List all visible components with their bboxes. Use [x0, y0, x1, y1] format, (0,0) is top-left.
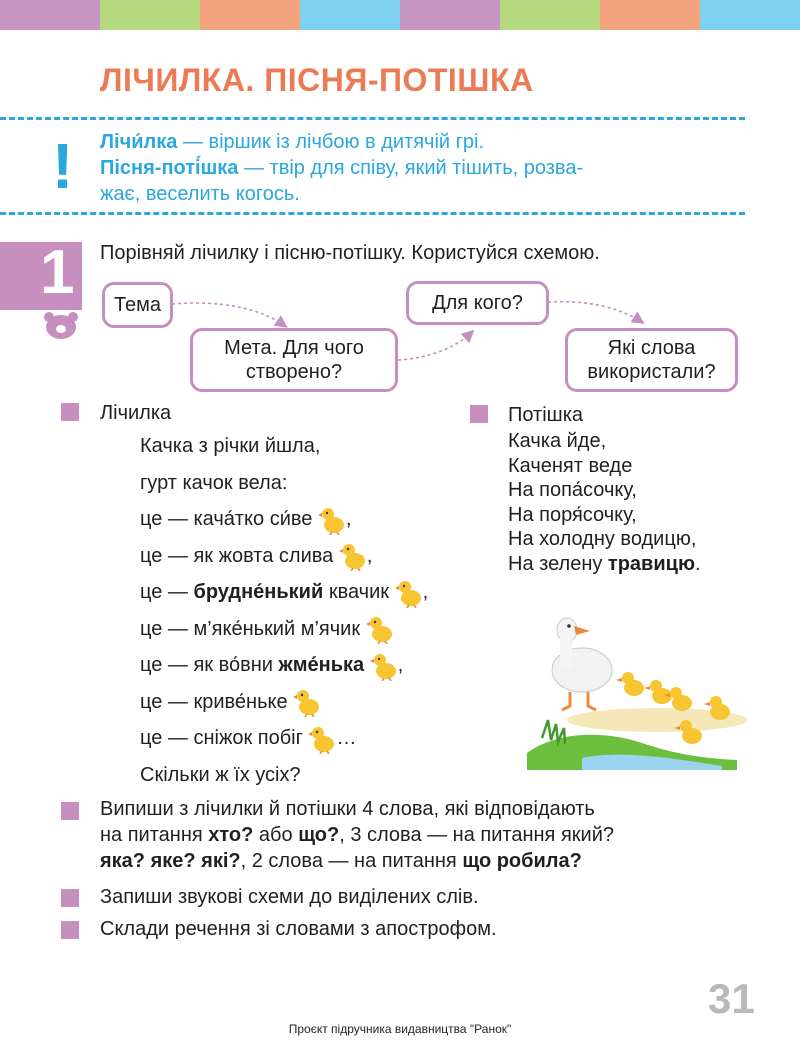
poem-line: Каченят веде [508, 454, 633, 477]
task-line: Запиши звукові схеми до виділених слів. [100, 886, 479, 908]
poem-line: це — м’яке́нький м’ячик [140, 611, 428, 648]
bullet-square [61, 889, 79, 907]
duckling-icon [318, 505, 346, 535]
poem-line: На поря́сочку, [508, 503, 637, 526]
definition-line-2: Пісня-поті́шка — твір для співу, який тішить, розва- [100, 157, 584, 179]
potishka-heading: Потішка [508, 404, 584, 426]
task-line: Склади речення зі словами з апострофом. [100, 918, 497, 940]
footer-credit: Проєкт підручника видавництва "Ранок" [288, 1022, 512, 1036]
lichylka-poem [140, 428, 428, 793]
duckling-icon [370, 651, 398, 681]
poem-line: це — кача́тко си́ве , [140, 501, 428, 538]
definition-line-3: жає, веселить когось. [100, 183, 300, 205]
page-number: 31 [708, 975, 755, 1022]
task-line: яка? яке? які?, 2 слова — на питання що робила? [100, 850, 582, 872]
poem-line: Качка з річки йшла, [140, 435, 321, 457]
poem-line: На попа́сочку, [508, 479, 637, 501]
bullet-square [61, 802, 79, 820]
scheme-node-words: Які слова використали? [565, 328, 738, 392]
page-title: ЛІЧИЛКА. ПІСНЯ-ПОТІШКА [100, 62, 534, 98]
bullet-square [61, 403, 79, 421]
poem-line: це — криве́ньке [140, 684, 428, 721]
duckling-icon [308, 724, 336, 754]
poem-line: На зелену травицю. [508, 552, 701, 575]
poem-line: Качка йде, [508, 430, 607, 452]
poem-line: гурт качок вела: [140, 471, 288, 494]
exercise-number: 1 [40, 238, 75, 307]
task-line: Випиши з лічилки й потішки 4 слова, які відповідають [100, 798, 595, 820]
potishka-poem [508, 429, 701, 576]
task-instruction: Порівняй лічилку і пісню-потішку. Користуйся схемою. [100, 242, 600, 264]
ducks-illustration [522, 608, 747, 770]
poem-line: це — як во́вни жме́нька , [140, 647, 428, 684]
poem-line: На холодну водицю, [508, 528, 697, 550]
bullet-square [470, 405, 488, 423]
duckling-icon [395, 578, 423, 608]
bullet-square [61, 921, 79, 939]
poem-line: Скільки ж їх усіх? [140, 763, 301, 786]
scheme-node-theme: Тема [102, 282, 173, 328]
scheme-node-audience: Для кого? [406, 281, 549, 325]
duckling-icon [339, 541, 367, 571]
lichylka-heading: Лічилка [100, 402, 172, 424]
scheme-node-goal: Мета. Для чого створено? [190, 328, 398, 392]
duckling-icon [293, 687, 321, 717]
task-line: на питання хто? або що?, 3 слова — на питання який? [100, 824, 614, 846]
duckling-icon [366, 614, 394, 644]
poem-line: це — брудне́нький квачик , [140, 574, 428, 611]
poem-line: це — сніжок побіг … [140, 720, 428, 757]
definition-line-1: Лічи́лка — віршик із лічбою в дитячій грі. [100, 131, 485, 153]
exclamation-icon: ! [52, 130, 74, 202]
poem-line: це — як жовта слива , [140, 538, 428, 575]
